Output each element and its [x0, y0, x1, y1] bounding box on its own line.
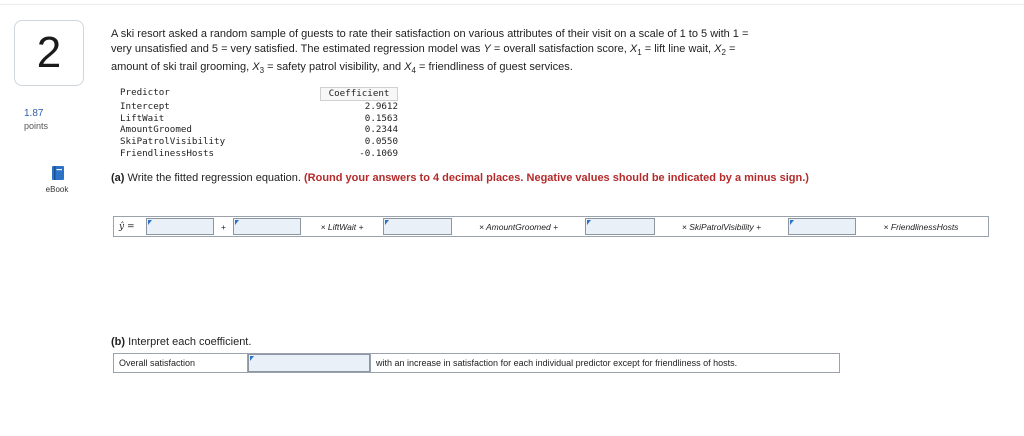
question-number-box	[14, 20, 84, 86]
term-liftwait: × LiftWait +	[320, 221, 364, 232]
question-number: 2	[36, 28, 62, 77]
plus-sign: +	[221, 221, 226, 232]
var-x1: X	[629, 43, 638, 55]
term-skipatrol: × SkiPatrolVisibility +	[681, 221, 762, 232]
prompt-line-1: A ski resort asked a random sample of guests to rate their satisfaction on various attributes of their visit on a scale of 1 to 5 with 1 =	[111, 28, 749, 40]
part-a-text: Write the fitted regression equation.	[124, 172, 305, 184]
part-b-text: Interpret each coefficient.	[125, 336, 252, 348]
prompt-line-3	[111, 60, 831, 78]
predictor-cell: LiftWait	[120, 112, 165, 124]
predictor-cell: AmountGroomed	[120, 124, 192, 136]
coefficient-cell: 0.1563	[364, 112, 398, 124]
coefficient-cell: 2.9612	[364, 100, 398, 112]
interp-row-text: with an increase in satisfaction for each individual predictor except for friendliness of hosts.	[370, 354, 737, 372]
var-x2: X	[714, 43, 722, 55]
prompt-text: = overall satisfaction score,	[490, 43, 630, 55]
part-a-label: (a)	[111, 172, 125, 184]
table-row	[120, 148, 398, 160]
points-label: points	[24, 121, 49, 131]
term-amountgroomed: × AmountGroomed +	[478, 221, 559, 232]
var-x3: X	[252, 61, 260, 74]
term-friendliness: × FriendlinessHosts	[883, 221, 959, 232]
var-x4: X	[404, 61, 412, 74]
question-sidebar	[14, 20, 90, 194]
interpretation-row	[113, 353, 840, 373]
predictor-cell: Intercept	[120, 100, 170, 112]
var-y: Y	[483, 43, 491, 55]
sub-3: 3	[259, 66, 265, 76]
table-header-row	[120, 87, 398, 101]
sub-2: 2	[721, 48, 726, 58]
interpretation-dropdown[interactable]	[248, 354, 370, 372]
header-predictor: Predictor	[120, 87, 170, 98]
prompt-text: = lift line wait,	[641, 43, 715, 55]
coefficient-cell: 0.0550	[364, 136, 398, 148]
table-row	[120, 113, 398, 125]
prompt-text: = friendliness of guest services.	[415, 61, 573, 74]
coefficient-cell: -0.1069	[359, 147, 398, 159]
ebook-label: eBook	[45, 185, 69, 194]
table-row	[120, 101, 398, 113]
header-coefficient: Coefficient	[320, 87, 398, 101]
amountgroomed-coef-input[interactable]	[383, 218, 452, 235]
interp-row-label: Overall satisfaction	[114, 354, 248, 372]
part-b-label: (b)	[111, 336, 126, 348]
coefficient-table	[120, 87, 398, 160]
table-row	[120, 124, 398, 136]
book-icon	[51, 166, 65, 180]
coefficient-cell: 0.2344	[364, 124, 398, 136]
skipatrol-coef-input[interactable]	[585, 218, 655, 235]
part-a-prompt	[111, 171, 841, 185]
prompt-text: very unsatisfied and 5 = very satisfied. The estimated regression model was	[111, 43, 484, 55]
question-prompt	[111, 27, 831, 78]
intercept-input[interactable]	[146, 218, 214, 235]
ebook-button[interactable]	[14, 166, 100, 198]
sub-1: 1	[637, 48, 642, 58]
liftwait-coef-input[interactable]	[233, 218, 301, 235]
sub-4: 4	[411, 66, 416, 76]
predictor-cell: SkiPatrolVisibility	[120, 136, 226, 148]
prompt-text: = safety patrol visibility, and	[264, 61, 405, 74]
part-b-prompt	[111, 336, 251, 348]
regression-equation-row	[113, 216, 989, 237]
table-row	[120, 136, 398, 148]
prompt-text: amount of ski trail grooming,	[111, 61, 253, 74]
points-value: 1.87	[24, 108, 44, 119]
friendliness-coef-input[interactable]	[788, 218, 856, 235]
prompt-line-2	[111, 42, 831, 60]
prompt-text: =	[725, 43, 736, 55]
yhat-label: ŷ =	[119, 221, 135, 232]
top-divider	[0, 4, 1024, 5]
predictor-cell: FriendlinessHosts	[120, 147, 215, 159]
part-a-instruction: (Round your answers to 4 decimal places. Negative values should be indicated by a minus sign.)	[304, 172, 809, 184]
